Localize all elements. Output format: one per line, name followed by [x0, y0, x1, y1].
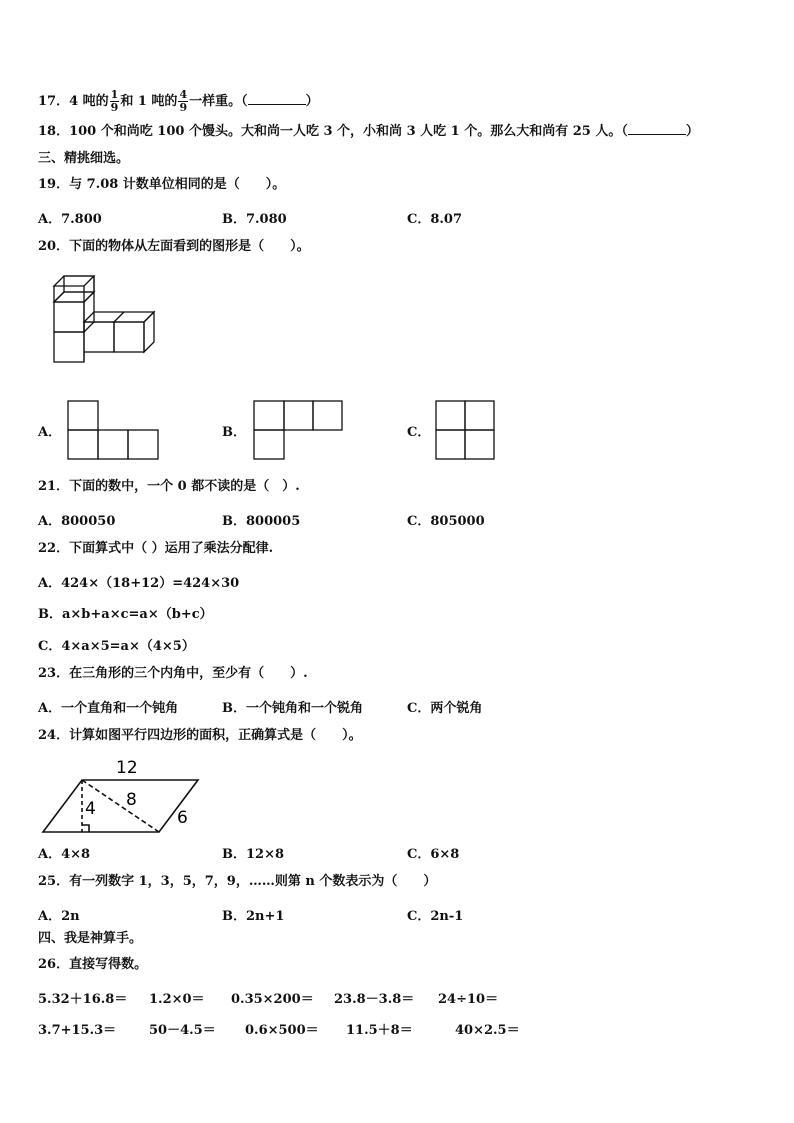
calc-2-1[interactable]: 3.7+15.3＝ [38, 1023, 117, 1038]
q24-option-b[interactable]: B．12×8 [222, 847, 285, 862]
section-4-heading: 四、我是神算手。 [38, 931, 143, 946]
question-22: 22．下面算式中（ ）运用了乘法分配律. [38, 541, 274, 556]
q19-option-c[interactable]: C．8.07 [407, 212, 463, 227]
q20-option-c[interactable]: C． [407, 425, 431, 440]
calc-2-2[interactable]: 50－4.5＝ [149, 1023, 216, 1038]
answer-blank-18[interactable] [628, 124, 686, 135]
q17-suffix: 一样重。（ [189, 94, 248, 109]
q25-option-a[interactable]: A．2n [38, 909, 80, 924]
q21-option-a[interactable]: A．800050 [38, 514, 116, 529]
option-b-inverted-l-icon [253, 400, 345, 462]
calc-2-4[interactable]: 11.5＋8＝ [346, 1023, 413, 1038]
label-top: 12 [116, 758, 138, 778]
q20-option-a[interactable]: A． [38, 425, 62, 440]
q20-option-b[interactable]: B． [222, 425, 246, 440]
question-19: 19．与 7.08 计数单位相同的是（ ）。 [38, 177, 286, 192]
q25-option-c[interactable]: C．2n-1 [407, 909, 464, 924]
fraction-one-ninth: $\frac{1}{9}$ [110, 88, 119, 114]
q24-option-a[interactable]: A．4×8 [38, 847, 91, 862]
q17-prefix: 17．4 吨的 [38, 94, 109, 109]
q21-option-b[interactable]: B．800005 [222, 514, 301, 529]
question-23: 23．在三角形的三个内角中，至少有（ ）. [38, 666, 308, 681]
calc-2-5[interactable]: 40×2.5＝ [455, 1023, 520, 1038]
q25-option-b[interactable]: B．2n+1 [222, 909, 285, 924]
option-c-square-grid-icon [435, 400, 497, 462]
question-24: 24．计算如图平行四边形的面积，正确算式是（ ）。 [38, 728, 362, 743]
q21-option-c[interactable]: C．805000 [407, 514, 485, 529]
label-height: 4 [85, 799, 96, 819]
cube-stack-figure [48, 270, 168, 370]
question-18: 18．100 个和尚吃 100 个馒头。大和尚一人吃 3 个，小和尚 3 人吃 1 个。那么大和尚有 25 人。（ ） [38, 124, 699, 139]
calc-1-1[interactable]: 5.32＋16.8＝ [38, 992, 128, 1007]
q22-option-c[interactable]: C．4×a×5=a×（4×5） [38, 639, 195, 654]
q19-option-b[interactable]: B．7.080 [222, 212, 287, 227]
q19-option-a[interactable]: A．7.800 [38, 212, 102, 227]
q22-option-a[interactable]: A．424×（18+12）=424×30 [38, 576, 240, 591]
calc-1-3[interactable]: 0.35×200＝ [231, 992, 314, 1007]
question-17: 17．4 吨的 $\frac{1}{9}$ 和 1 吨的 $\frac{4}{9}$ 一样重。（ ） [38, 88, 319, 114]
calc-1-4[interactable]: 23.8－3.8＝ [334, 992, 415, 1007]
calc-1-5[interactable]: 24÷10＝ [438, 992, 499, 1007]
label-diagonal: 8 [126, 790, 137, 810]
calc-1-2[interactable]: 1.2×0＝ [149, 992, 205, 1007]
calc-2-3[interactable]: 0.6×500＝ [245, 1023, 319, 1038]
answer-blank-17[interactable] [248, 94, 306, 105]
question-26: 26．直接写得数。 [38, 957, 148, 972]
question-20: 20．下面的物体从左面看到的图形是（ ）。 [38, 239, 310, 254]
section-3-heading: 三、精挑细选。 [38, 151, 130, 166]
q22-option-b[interactable]: B．a×b+a×c=a×（b+c） [38, 607, 213, 622]
q23-option-a[interactable]: A．一个直角和一个钝角 [38, 701, 179, 716]
q17-mid: 和 1 吨的 [120, 94, 178, 109]
q24-option-c[interactable]: C．6×8 [407, 847, 460, 862]
fraction-four-ninths: $\frac{4}{9}$ [179, 88, 188, 114]
option-a-l-shape-icon [67, 400, 159, 462]
label-side: 6 [177, 808, 188, 828]
question-25: 25．有一列数字 1，3，5，7，9，……则第 n 个数表示为（ ） [38, 874, 437, 889]
question-21: 21．下面的数中，一个 0 都不读的是（ ）. [38, 479, 300, 494]
q23-option-c[interactable]: C．两个锐角 [407, 701, 483, 716]
parallelogram-figure [40, 755, 215, 837]
q23-option-b[interactable]: B．一个钝角和一个锐角 [222, 701, 363, 716]
